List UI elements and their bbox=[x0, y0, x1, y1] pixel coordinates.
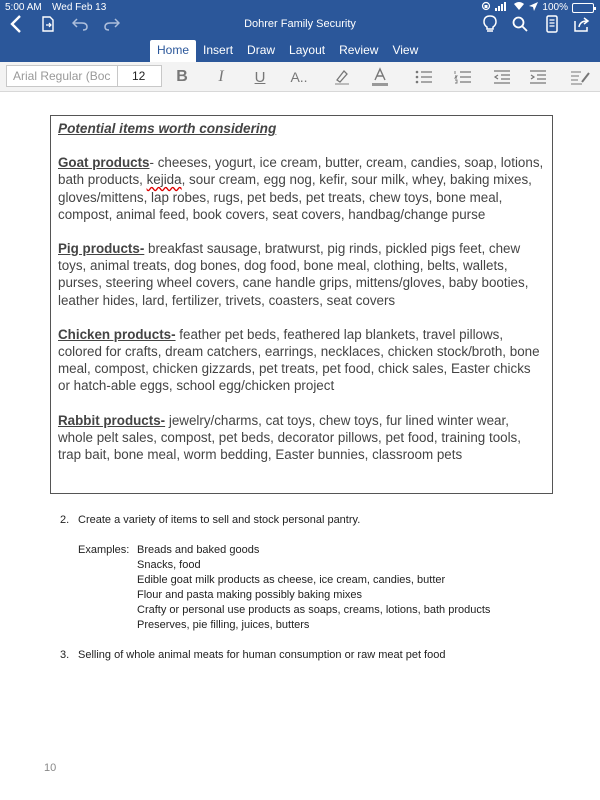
file-icon[interactable] bbox=[38, 14, 58, 34]
numbering-icon[interactable] bbox=[451, 66, 475, 88]
chicken-text: feather pet beds, feathered lap blankets, travel pillows, colored for crafts, dream catchers, earrings, necklaces, chicken stock/broth, bone meal, compost, chicken gizzards, pet treats, pet food, chick sales, Easter chicks or hatch-able eggs, school egg/chicken project bbox=[58, 326, 540, 394]
chicken-label: Chicken products- bbox=[58, 326, 176, 342]
decrease-indent-icon[interactable] bbox=[490, 66, 514, 88]
goat-text-1: - cheeses, yogurt, ice cream, butter, cream, candies, soap, lotions, bath products, bbox=[58, 155, 544, 188]
examples-block bbox=[78, 543, 560, 633]
list-number: 2. bbox=[60, 514, 70, 526]
misspelled-word[interactable]: kejida bbox=[146, 172, 182, 188]
tab-review[interactable]: Review bbox=[339, 43, 379, 57]
increase-indent-icon[interactable] bbox=[526, 66, 550, 88]
italic-button[interactable]: I bbox=[218, 68, 224, 85]
status-indicators bbox=[481, 1, 594, 14]
ribbon-tabs bbox=[150, 40, 425, 62]
examples-label: Examples: bbox=[78, 544, 130, 556]
list-item-2 bbox=[60, 513, 560, 528]
pig-label: Pig products- bbox=[58, 241, 145, 257]
example-item: Breads and baked goods bbox=[137, 544, 260, 556]
goat-label: Goat products bbox=[58, 155, 150, 171]
signal-icon bbox=[495, 1, 509, 14]
font-color-icon[interactable] bbox=[368, 66, 392, 88]
numbered-list bbox=[60, 513, 560, 663]
list-item-text: Create a variety of items to sell and stock personal pantry. bbox=[78, 514, 361, 526]
example-item: Edible goat milk products as cheese, ice cream, candies, butter bbox=[137, 574, 446, 586]
document-page[interactable] bbox=[0, 93, 600, 800]
tab-view[interactable]: View bbox=[392, 43, 419, 57]
undo-icon[interactable] bbox=[70, 14, 90, 34]
home-ribbon bbox=[0, 62, 600, 92]
app-header bbox=[0, 0, 600, 62]
font-size-box[interactable]: 12 bbox=[118, 65, 162, 87]
list-number: 3. bbox=[60, 649, 70, 661]
rotation-lock-icon bbox=[481, 1, 491, 14]
battery-percent: 100% bbox=[542, 2, 568, 13]
font-name-box[interactable]: Arial Regular (Boc bbox=[6, 65, 118, 87]
tab-home[interactable]: Home bbox=[150, 40, 196, 62]
pig-paragraph bbox=[58, 240, 546, 309]
bordered-text-box[interactable] bbox=[50, 115, 553, 494]
example-item: Flour and pasta making possibly baking mixes bbox=[137, 589, 363, 601]
list-item-3 bbox=[60, 648, 560, 663]
underline-button[interactable]: U bbox=[254, 68, 266, 86]
example-item: Preserves, pie filling, juices, butters bbox=[137, 619, 310, 631]
status-date: Wed Feb 13 bbox=[52, 2, 107, 13]
examples-row bbox=[78, 543, 560, 558]
bold-button[interactable]: B bbox=[176, 68, 188, 85]
tab-draw[interactable]: Draw bbox=[247, 43, 276, 57]
styles-icon[interactable] bbox=[568, 66, 592, 88]
example-item: Crafty or personal use products as soaps, creams, lotions, bath products bbox=[137, 604, 491, 616]
rabbit-paragraph bbox=[58, 412, 546, 464]
lightbulb-icon[interactable] bbox=[480, 14, 500, 34]
back-icon[interactable] bbox=[6, 14, 26, 34]
bullets-icon[interactable] bbox=[412, 66, 436, 88]
battery-icon bbox=[572, 3, 594, 13]
pig-text: breakfast sausage, bratwurst, pig rinds, pickled pigs feet, chew toys, animal treats, dog bones, dog food, bone meal, clothing, belts, wallets, purses, steering wheel covers, cane handle grips, mittens/gloves, baby booties, leather hides, lard, fertilizer, trivets, coasters, seat covers bbox=[58, 241, 529, 308]
search-icon[interactable] bbox=[510, 14, 530, 34]
rabbit-text: jewelry/charms, cat toys, chew toys, fur lined winter wear, whole pelt sales, compost, pet beds, decorator pillows, pet food, training tools, trap bait, bone meal, worm bedding, Easter bunnies, classroom pets bbox=[58, 412, 521, 463]
chicken-paragraph bbox=[58, 326, 546, 395]
location-icon bbox=[529, 2, 538, 14]
list-item-text: Selling of whole animal meats for human consumption or raw meat pet food bbox=[78, 649, 446, 661]
goat-text-2: , sour cream, egg nog, kefir, sour milk, whey, baking mixes, gloves/mittens, lap robes, rugs, pet beds, pet treats, chew toys, bone meal, compost, animal feed, book covers, seat covers, handbag/change purse bbox=[58, 172, 532, 222]
tab-insert[interactable]: Insert bbox=[203, 43, 234, 57]
font-style-button[interactable]: A.. bbox=[290, 69, 308, 85]
document-title: Dohrer Family Security bbox=[244, 18, 356, 30]
share-icon[interactable] bbox=[572, 14, 592, 34]
redo-icon[interactable] bbox=[102, 14, 122, 34]
page-number: 10 bbox=[44, 762, 57, 774]
mobile-view-icon[interactable] bbox=[542, 14, 562, 34]
rabbit-label: Rabbit products- bbox=[58, 412, 166, 428]
box-heading: Potential items worth considering bbox=[58, 121, 277, 136]
example-item: Snacks, food bbox=[137, 559, 201, 571]
highlight-icon[interactable] bbox=[330, 66, 354, 88]
tab-layout[interactable]: Layout bbox=[289, 43, 326, 57]
goat-paragraph bbox=[58, 154, 546, 223]
status-time: 5:00 AM bbox=[5, 2, 42, 13]
wifi-icon bbox=[513, 1, 525, 14]
